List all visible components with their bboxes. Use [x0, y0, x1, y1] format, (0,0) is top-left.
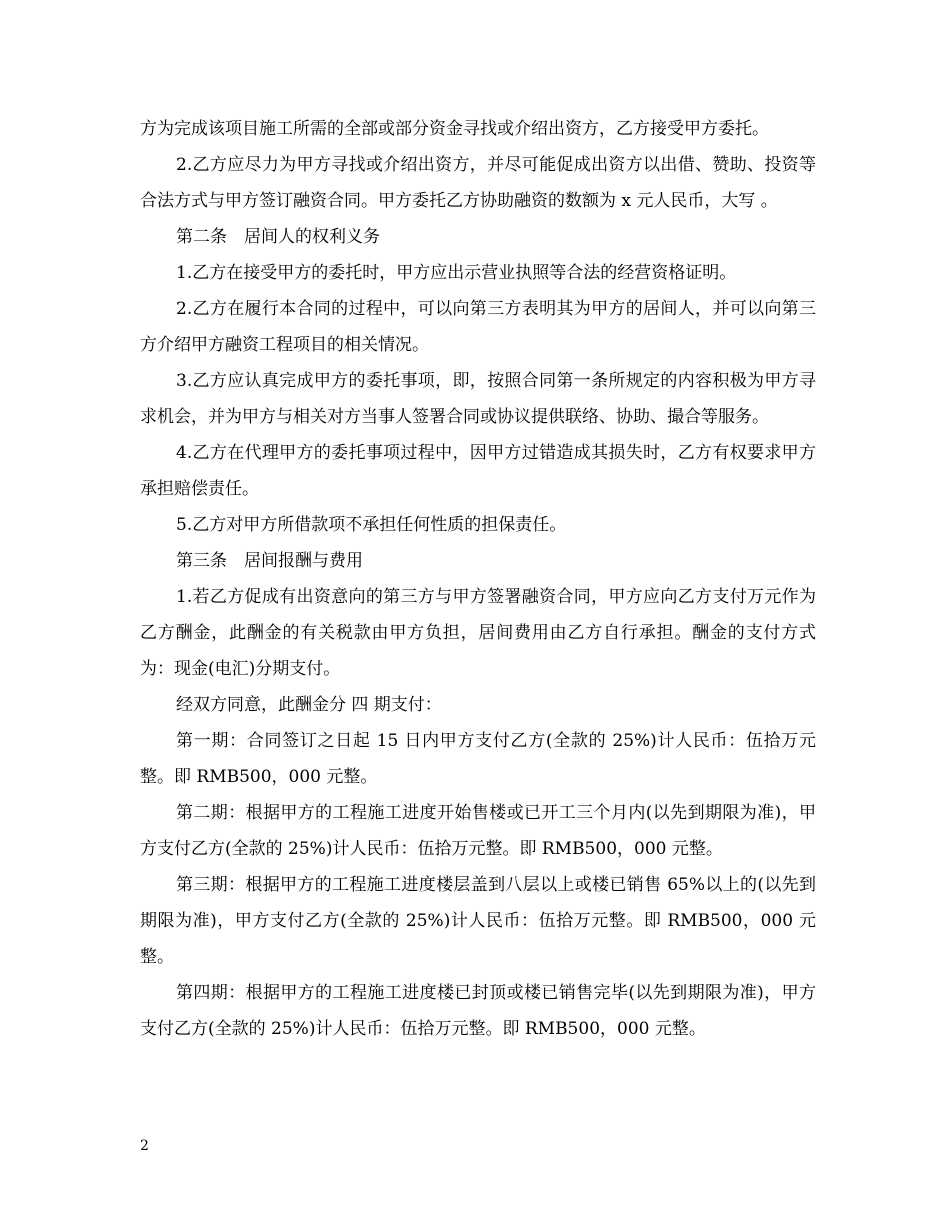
section-heading-3: 第三条 居间报酬与费用: [176, 551, 363, 571]
paragraph-2: 2.乙方应尽力为甲方寻找或介绍出资方，并尽可能促成出资方以出借、赞助、投资等合法方式与甲方签订融资合同。甲方委托乙方协助融资的数额为 x 元人民币，大写 。: [140, 155, 816, 211]
payment-phase-4: 第四期：根据甲方的工程施工进度楼已封顶或楼已销售完毕(以先到期限为准)，甲方支付乙方(全款的 25%)计人民币：伍拾万元整。即 RMB500，000 元整。: [140, 983, 816, 1039]
paragraph-7: 5.乙方对甲方所借款项不承担任何性质的担保责任。: [176, 515, 567, 535]
section-heading-2: 第二条 居间人的权利义务: [176, 227, 380, 247]
paragraph-9: 经双方同意，此酬金分 四 期支付：: [176, 695, 442, 715]
paragraph-4: 2.乙方在履行本合同的过程中，可以向第三方表明其为甲方的居间人，并可以向第三方介绍甲方融资工程项目的相关情况。: [140, 299, 816, 355]
paragraph-1: 方为完成该项目施工所需的全部或部分资金寻找或介绍出资方，乙方接受甲方委托。: [140, 119, 769, 139]
payment-phase-2: 第二期：根据甲方的工程施工进度开始售楼或已开工三个月内(以先到期限为准)，甲方支付乙方(全款的 25%)计人民币：伍拾万元整。即 RMB500，000 元整。: [140, 803, 816, 859]
paragraph-6: 4.乙方在代理甲方的委托事项过程中，因甲方过错造成其损失时，乙方有权要求甲方承担赔偿责任。: [140, 443, 816, 499]
page-number: 2: [140, 1138, 149, 1154]
paragraph-8: 1.若乙方促成有出资意向的第三方与甲方签署融资合同，甲方应向乙方支付万元作为乙方酬金，此酬金的有关税款由甲方负担，居间费用由乙方自行承担。酬金的支付方式为：现金(电汇)分期支付。: [140, 587, 816, 679]
payment-phase-3: 第三期：根据甲方的工程施工进度楼层盖到八层以上或楼已销售 65%以上的(以先到期限为准)，甲方支付乙方(全款的 25%)计人民币：伍拾万元整。即 RMB500，000 元整。: [140, 875, 816, 967]
document-body: [140, 111, 816, 1047]
paragraph-3: 1.乙方在接受甲方的委托时，甲方应出示营业执照等合法的经营资格证明。: [176, 263, 737, 283]
payment-phase-1: 第一期：合同签订之日起 15 日内甲方支付乙方(全款的 25%)计人民币：伍拾万元整。即 RMB500，000 元整。: [140, 731, 816, 787]
paragraph-5: 3.乙方应认真完成甲方的委托事项，即，按照合同第一条所规定的内容积极为甲方寻求机会，并为甲方与相关对方当事人签署合同或协议提供联络、协助、撮合等服务。: [140, 371, 816, 427]
